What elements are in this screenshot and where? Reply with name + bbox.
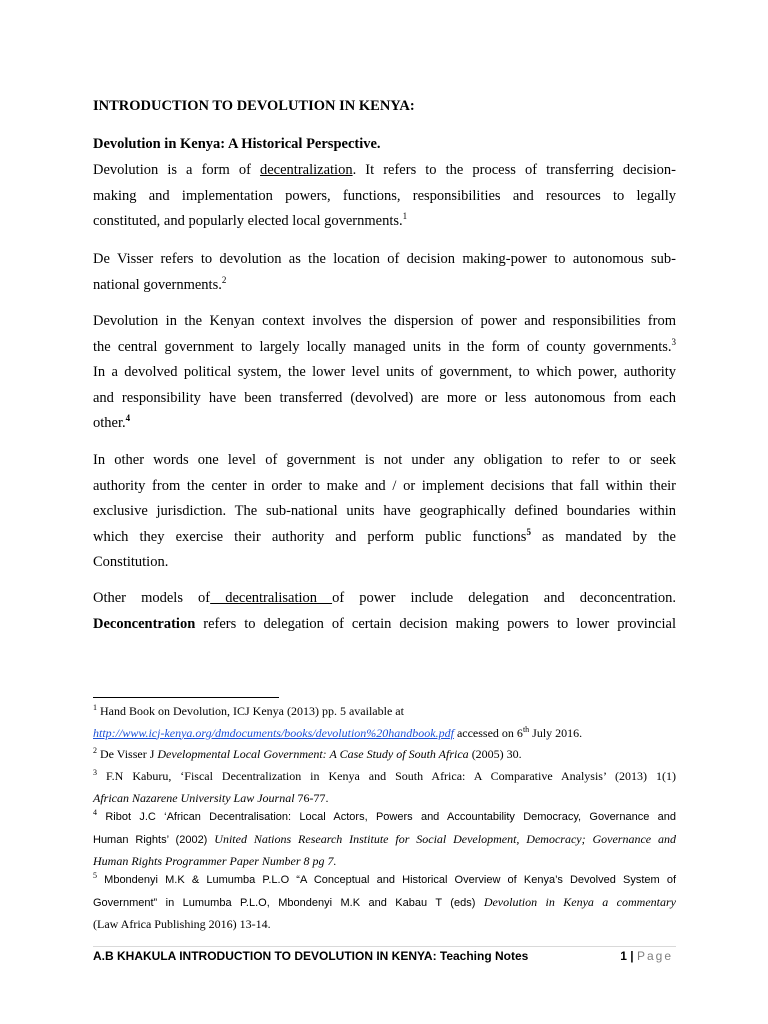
page-number-value: 1 <box>620 949 627 963</box>
p1-line2: making and implementation powers, functions, responsibilities and resources to legally <box>93 187 676 204</box>
footer-title: A.B KHAKULA INTRODUCTION TO DEVOLUTION IN KENYA: Teaching Notes <box>93 949 529 963</box>
fn3-line1: F.N Kaburu, ‘Fiscal Decentralization in Kenya and South Africa: A Comparative Analysis’ (2013) 1(1) <box>97 769 676 783</box>
footnote-1 <box>93 701 676 744</box>
footnote-5 <box>93 869 676 936</box>
fn1-th: th <box>522 724 530 734</box>
paragraph-1 <box>93 158 676 235</box>
fn5-number: 5 <box>93 871 97 880</box>
fn2-author: De Visser J <box>97 747 158 761</box>
paragraph-5 <box>93 586 676 637</box>
p3-line1: Devolution in the Kenyan context involves the dispersion of power and responsibilities from <box>93 313 676 329</box>
p5-decentralisation: decentralisation <box>210 590 333 606</box>
footnote-ref-3[interactable]: 3 <box>671 336 676 347</box>
fn3-journal: African Nazarene University Law Journal <box>93 790 295 805</box>
p3-line3: In a devolved political system, the lower level units of government, to which power, authority <box>93 364 676 380</box>
fn5-line1: Mbondenyi M.K & Lumumba P.L.O “A Conceptual and Historical Overview of Kenya’s Devolved System of <box>97 874 676 886</box>
p5-line1b: of power include delegation and deconcentration. <box>332 590 677 606</box>
fn2-number: 2 <box>93 746 97 755</box>
p1-decentralization: decentralization <box>259 162 353 178</box>
p4-line3: exclusive jurisdiction. The sub-national units have geographically defined boundaries within <box>93 503 676 519</box>
p3-line5: other. <box>93 415 126 431</box>
footnote-ref-2[interactable]: 2 <box>221 274 227 285</box>
fn5-line2a: Government” in Lumumba P.L.O, Mbondenyi M.K and Kabau T (eds) <box>93 896 484 909</box>
p1-line1b: . It refers to the process of transferring decision- <box>352 162 676 178</box>
fn1-date: July 2016. <box>529 725 583 740</box>
footnote-3 <box>93 766 676 809</box>
p4-line2: authority from the center in order to make and / or implement decisions that fall within their <box>93 477 676 494</box>
footnote-ref-5[interactable]: 5 <box>526 526 531 537</box>
paragraph-3 <box>93 309 676 437</box>
fn2-year: (2005) 30. <box>468 747 522 761</box>
fn4-line1: Ribot J.C ‘African Decentralisation: Local Actors, Powers and Accountability Democracy, Governance and <box>97 811 676 823</box>
fn5-line3: (Law Africa Publishing 2016) 13-14. <box>93 917 271 931</box>
fn4-line3-italic: Human Rights Programmer Paper Number 8 pg 7. <box>93 854 337 868</box>
p3-line2: the central government to largely locally managed units in the form of county governments. <box>93 338 672 355</box>
footnote-ref-1[interactable]: 1 <box>402 211 408 221</box>
fn5-book-title: Devolution in Kenya a commentary <box>483 894 676 909</box>
fn4-line2a: Human Rights’ (2002) <box>93 833 215 846</box>
p3-line4: and responsibility have been transferred (devolved) are more or less autonomous from each <box>93 389 676 406</box>
p1-line3: constituted, and popularly elected local governments. <box>93 213 403 229</box>
section-title: Devolution in Kenya: A Historical Perspective. <box>93 136 381 152</box>
p1-line1a: Devolution is a form of <box>93 162 260 178</box>
fn3-pages: 76-77. <box>294 790 329 805</box>
page-label: Page <box>636 949 673 963</box>
p5-deconcentration-term: Deconcentration <box>93 615 196 632</box>
footnote-ref-4[interactable]: 4 <box>125 413 131 423</box>
footer-divider <box>93 946 676 947</box>
paragraph-2 <box>93 247 676 298</box>
fn1-accessed: accessed on 6 <box>453 725 523 740</box>
footnote-2 <box>93 744 676 766</box>
paragraph-4 <box>93 448 676 576</box>
fn1-link[interactable]: http://www.icj-kenya.org/dmdocuments/books/devolution%20handbook.pdf <box>93 725 454 740</box>
fn3-number: 3 <box>93 768 97 777</box>
page-number <box>620 949 673 963</box>
p4-line1: In other words one level of government is not under any obligation to refer to or seek <box>93 452 676 468</box>
fn4-line2-italic: United Nations Research Institute for Social Development, Democracy; Governance and <box>214 831 677 846</box>
p5-line1a: Other models of <box>93 590 211 606</box>
document-title: INTRODUCTION TO DEVOLUTION IN KENYA: <box>93 98 415 114</box>
p4-line5: Constitution. <box>93 554 169 570</box>
footnote-separator <box>93 697 279 698</box>
fn1-line1: Hand Book on Devolution, ICJ Kenya (2013) pp. 5 available at <box>97 704 404 718</box>
p2-line2: national governments. <box>93 276 222 293</box>
p2-line1: De Visser refers to devolution as the location of decision making-power to autonomous sub- <box>93 251 676 267</box>
footnote-4 <box>93 806 676 873</box>
fn4-number: 4 <box>93 808 97 817</box>
fn2-title: Developmental Local Government: A Case Study of South Africa <box>157 747 469 761</box>
fn1-number: 1 <box>93 703 97 712</box>
p5-line2: refers to delegation of certain decision making powers to lower provincial <box>195 615 676 632</box>
page-separator: | <box>626 949 637 963</box>
p4-line4b: as mandated by the <box>530 528 676 545</box>
p4-line4a: which they exercise their authority and perform public functions <box>93 528 527 545</box>
